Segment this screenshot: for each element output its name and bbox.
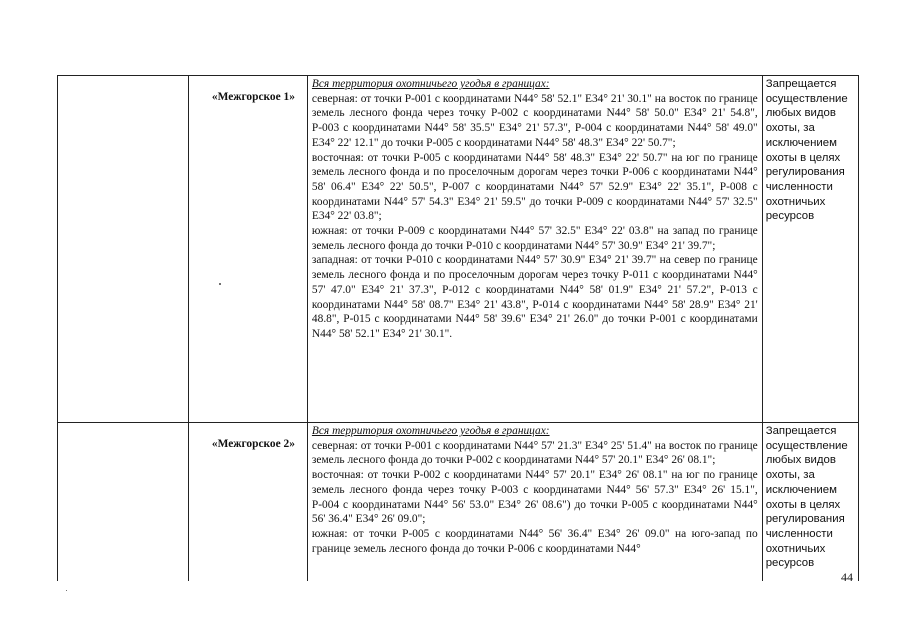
hunting-restriction: Запрещается осуществление любых видов охоты, за исключением охоты в целях регулирования численности охотничьих ресурсов <box>762 76 858 423</box>
boundary-west: западная: от точки Р-010 с координатами N44° 57' 30.9" E34° 21' 39.7" на север по границе земель лесного фонда и по проселочным дорогам через точку Р-011 с координатами N44° 57' 47.0" E34° 21' 37.3", Р-012 с координатами N44° 58' 01.9" E34° 21' 57.2", Р-013 с координатами N44° 58' 08.7" E34° 21' 43.8", Р-014 с координатами N44° 58' 28.9" E34° 21' 48.8", Р-015 с координатами N44° 58' 39.6" E34° 21' 26.0" до точки Р-001 с координатами N44° 58' 52.1" E34° 21' 30.1". <box>311 254 758 340</box>
empty-cell <box>58 76 189 423</box>
boundary-heading: Вся территория охотничьего угодья в границах: <box>311 78 550 90</box>
boundary-description <box>307 423 762 582</box>
boundary-south: южная: от точки Р-009 с координатами N44° 57' 32.5" E34° 22' 03.8" на запад по границе земель лесного фонда до точки Р-010 с координатами N44° 57' 30.9" E34° 21' 39.7"; <box>311 225 758 252</box>
scan-speck <box>219 283 221 285</box>
ground-name: «Межгорское 1» <box>189 76 308 423</box>
boundary-north: северная: от точки Р-001 с координатами N44° 58' 52.1" E34° 21' 30.1" на восток по границе земель лесного фонда через точку Р-002 с координатами N44° 58' 50.0" E34° 21' 54.8", Р-003 с координатами N44° 58' 35.5" E34° 21' 57.3", Р-004 с координатами N44° 58' 49.0" E34° 22' 12.1" до точки Р-005 с координатами N44° 58' 48.3" E34° 22' 50.7"; <box>311 92 758 149</box>
table-row <box>58 423 859 582</box>
scan-speck <box>66 590 67 591</box>
empty-cell <box>58 423 189 582</box>
boundary-north: северная: от точки Р-001 с координатами N44° 57' 21.3" E34° 25' 51.4" на восток по границе земель лесного фонда до точки Р-002 с координатами N44° 57' 20.1" E34° 26' 08.1"; <box>311 439 758 467</box>
ground-name: «Межгорское 2» <box>189 423 308 582</box>
hunting-restriction: Запрещается осуществление любых видов охоты, за исключением охоты в целях регулирования численности охотничьих ресурсов <box>762 423 858 582</box>
table-row <box>58 76 859 423</box>
page-number: 44 <box>841 570 853 584</box>
boundary-heading: Вся территория охотничьего угодья в границах: <box>311 425 550 437</box>
boundary-south: южная: от точки Р-005 с координатами N44° 56' 36.4" E34° 26' 09.0" на юго-запад по границе земель лесного фонда до точки Р-006 с координатами N44° <box>311 527 758 555</box>
boundary-east: восточная: от точки Р-005 с координатами N44° 58' 48.3" E34° 22' 50.7" на юг по границе земель лесного фонда и по проселочным дорогам через точки Р-006 с координатами N44° 58' 06.4" E34° 22' 50.5", Р-007 с координатами N44° 57' 52.9" E34° 22' 35.1", Р-008 с координатами N44° 57' 54.3" E34° 21' 59.5" до точки Р-009 с координатами N44° 57' 32.5" E34° 22' 03.8"; <box>311 151 758 223</box>
boundary-description <box>307 76 762 423</box>
hunting-grounds-table <box>57 75 859 581</box>
boundary-east: восточная: от точки Р-002 с координатами N44° 57' 20.1" E34° 26' 08.1" на юг по границе земель лесного фонда через точку Р-003 с координатами N44° 56' 57.3" E34° 26' 15.1", Р-004 с координатами N44° 56' 53.0" E34° 26' 08.6") до точки Р-005 с координатами N44° 56' 36.4" E34° 26' 09.0"; <box>311 469 758 526</box>
